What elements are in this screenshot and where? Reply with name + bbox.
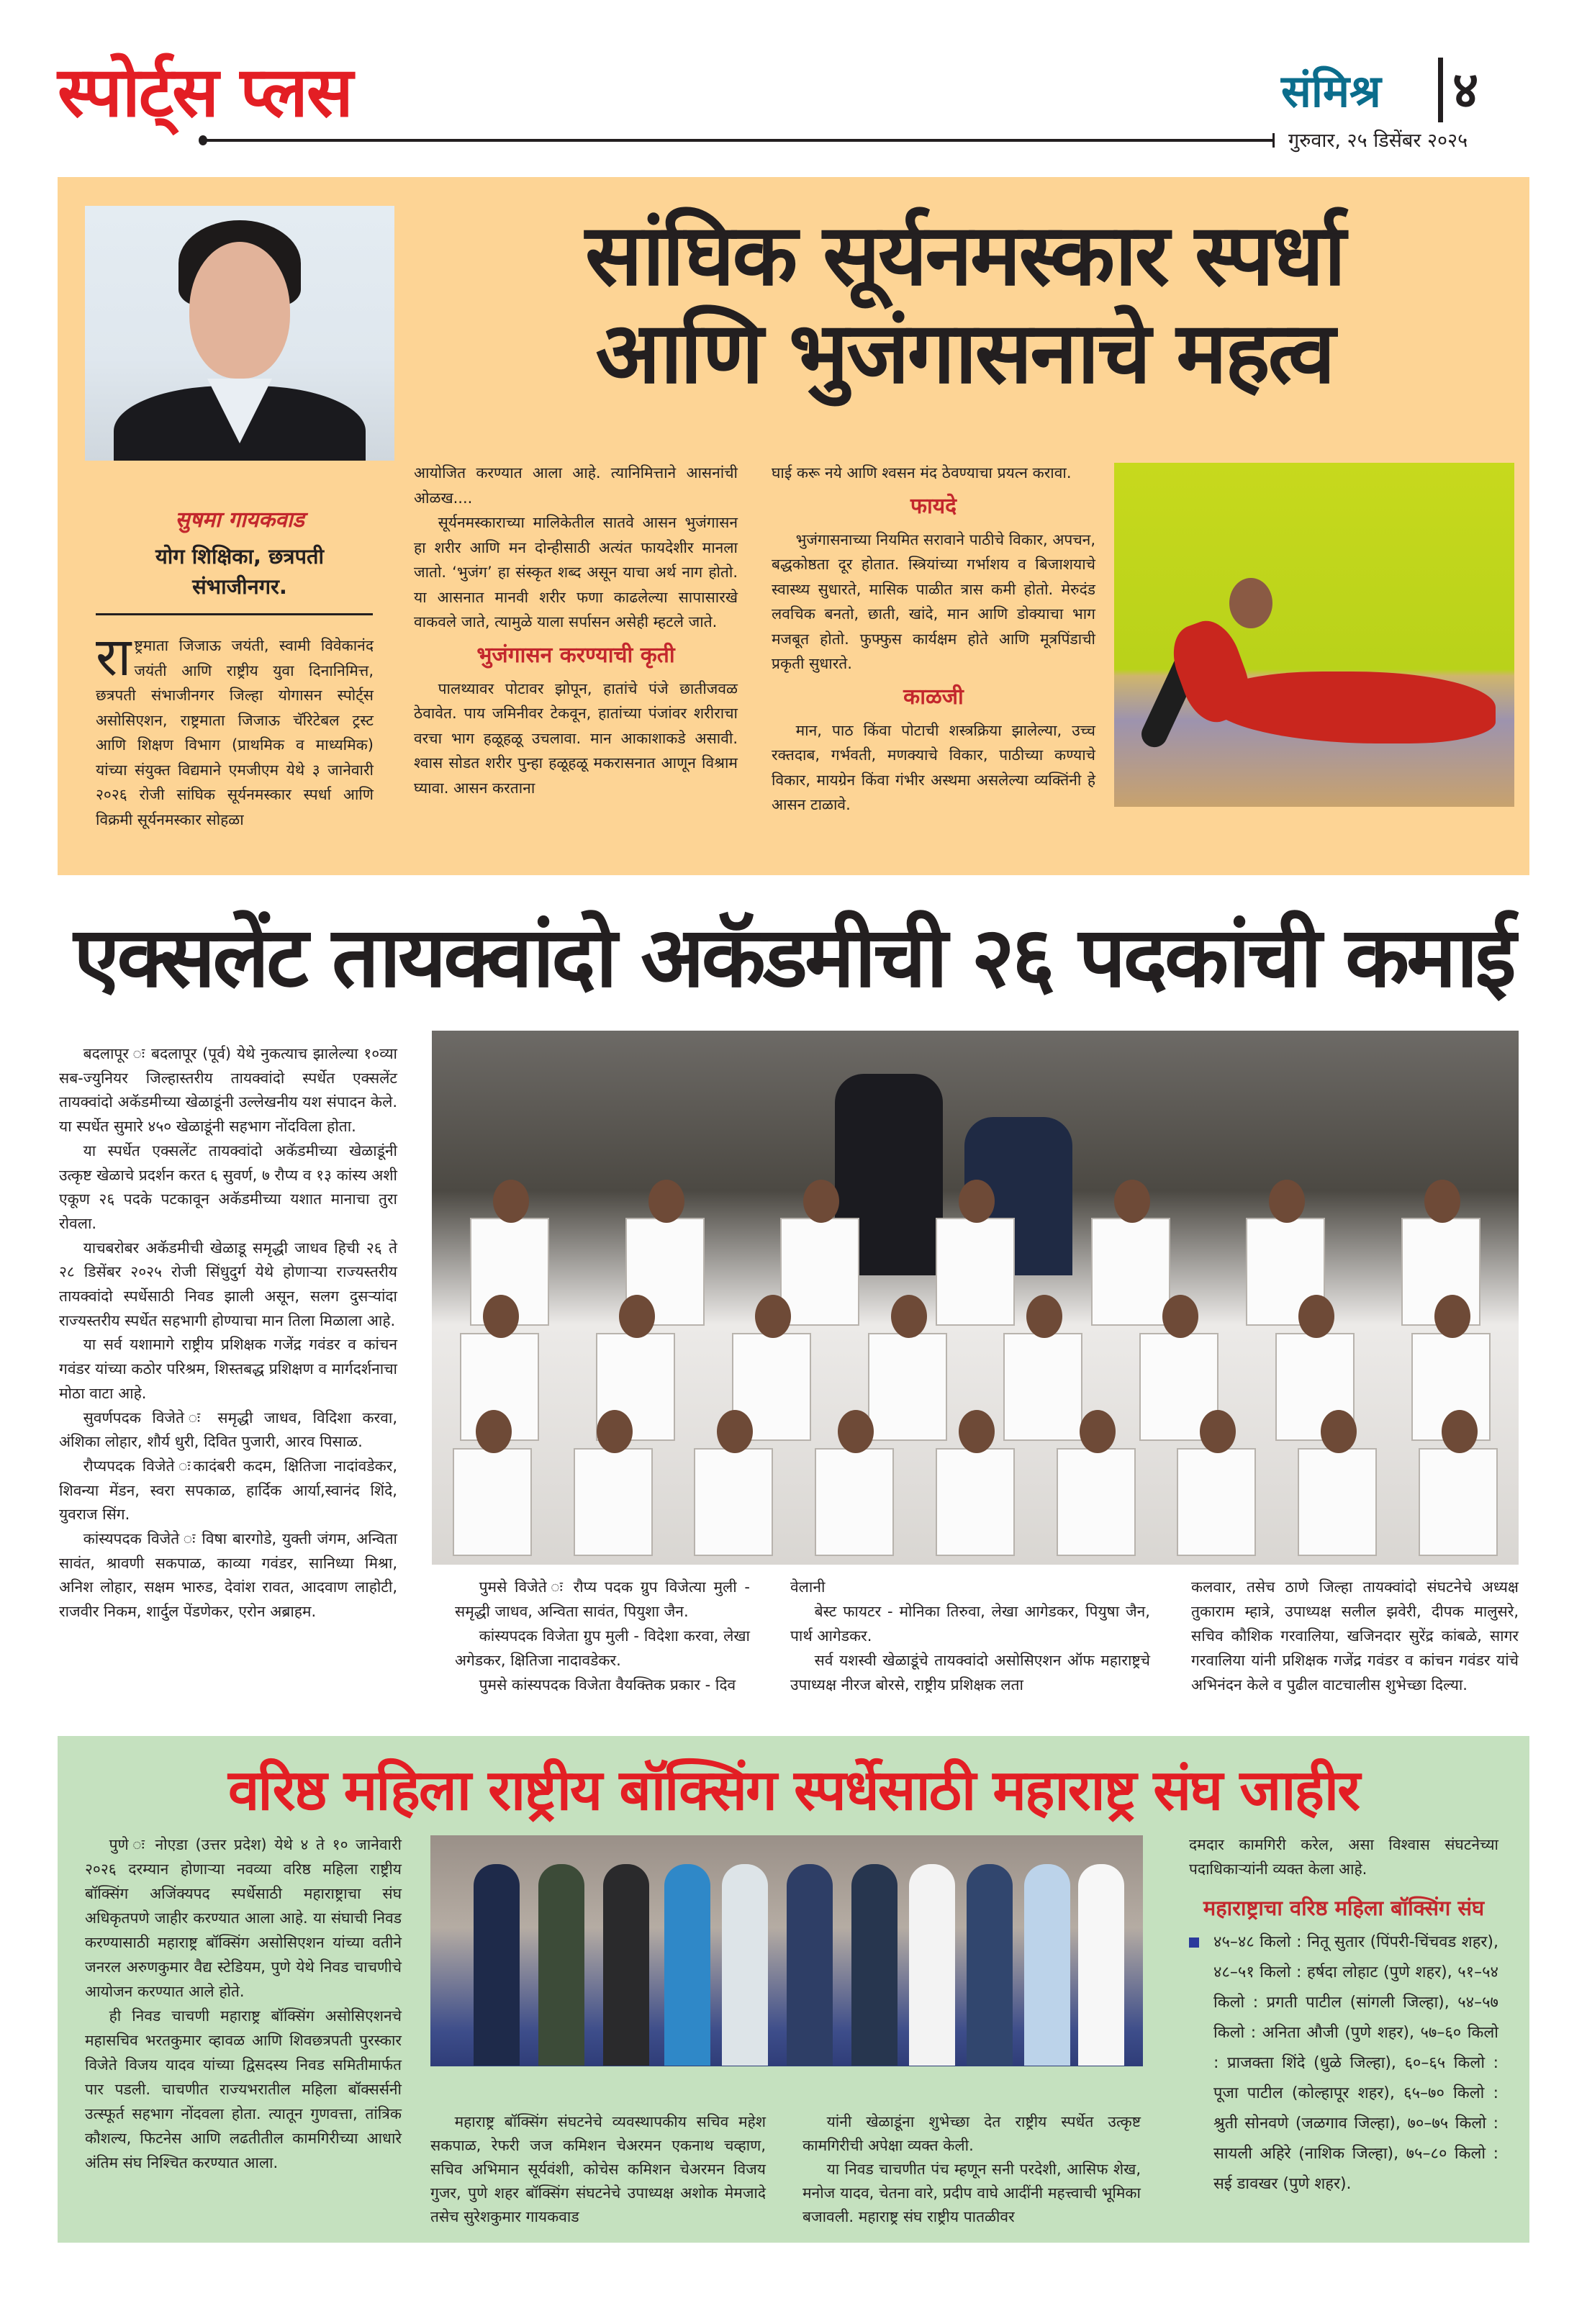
photo-person bbox=[664, 1864, 710, 2066]
author-role-line2: संभाजीनगर. bbox=[192, 574, 287, 599]
yoga-paragraph-cont: आयोजित करण्यात आला आहे. त्यानिमित्ताने आसनांची ओळख.... bbox=[414, 464, 738, 507]
team-list bbox=[1189, 1927, 1498, 2199]
tkd-silver-winners: रौप्यपदक विजेते ःकादंबरी कदम, क्षितिजा नादांवडेकर, शिवन्या मेंडन, स्वरा सपकाळ, हार्दिक आर्या,स्वानंद शिंदे, युवराज सिंग. bbox=[59, 1457, 397, 1524]
photo-figure-head bbox=[1229, 578, 1272, 628]
author-portrait bbox=[85, 206, 394, 461]
yoga-headline-line2: आणि भुजंगासनाचे महत्व bbox=[595, 303, 1334, 402]
team-list-text: ४५–४८ किलो : नितू सुतार (पिंपरी-चिंचवड शहर), ४८–५१ किलो : हर्षदा लोहाट (पुणे शहर), ५१–५४ किलो : प्रगती पाटील (सांगली जिल्हा), ५४–५७ किलो : अनिता औजी (पुणे शहर), ५७–६० किलो : प्राजक्ता शिंदे (धुळे जिल्हा), ६०–६५ किलो : पूजा पाटील (कोल्हापूर शहर), ६५–७० किलो : श्रुती सोनवणे (जळगाव जिल्हा), ७०–७५ किलो : सायली अहिरे (नाशिक जिल्हा), ७५–८० किलो : सई डावखर (पुणे शहर). bbox=[1213, 1933, 1498, 2193]
photo-student bbox=[1057, 1448, 1136, 1556]
photo-row-front bbox=[432, 1448, 1519, 1556]
issue-date: गुरुवार, २५ डिसेंबर २०२५ bbox=[1288, 130, 1468, 152]
photo-person bbox=[722, 1864, 768, 2066]
author-role-line1: योग शिक्षिका, छत्रपती bbox=[155, 544, 325, 569]
taekwondo-group-photo bbox=[432, 1031, 1519, 1565]
photo-person bbox=[1024, 1864, 1070, 2066]
boxing-column-3 bbox=[802, 2110, 1141, 2229]
subhead-benefits: फायदे bbox=[910, 493, 957, 519]
taekwondo-column-2 bbox=[455, 1575, 750, 1697]
photo-person bbox=[603, 1864, 649, 2066]
photo-person bbox=[967, 1864, 1013, 2066]
team-list-title: महाराष्ट्राचा वरिष्ठ महिला बॉक्सिंग संघ bbox=[1203, 1896, 1485, 1920]
boxing-paragraph-1: पुणे ः नोएडा (उत्तर प्रदेश) येथे ४ ते १० जानेवारी २०२६ दरम्यान होणाऱ्या नवव्या वरिष्ठ महिला राष्ट्रीय बॉक्सिंग अजिंक्यपद स्पर्धेसाठी महाराष्ट्राचा संघ अधिकृतपणे जाहीर करण्यात आला आहे. या संघाची निवड करण्यासाठी महाराष्ट्र बॉक्सिंग असोसिएशन यांच्या वतीने जनरल अरुणकुमार वैद्य स्टेडियम, पुणे येथे निवड चाचणीचे आयोजन करण्यात आले होते. bbox=[85, 1836, 402, 2000]
photo-student bbox=[1003, 1333, 1082, 1441]
photo-student bbox=[1177, 1448, 1256, 1556]
boxing-headline: वरिष्ठ महिला राष्ट्रीय बॉक्सिंग स्पर्धेसाठी महाराष्ट्र संघ जाहीर bbox=[228, 1758, 1359, 1823]
author-divider bbox=[96, 613, 373, 615]
boxing-column-2 bbox=[430, 2110, 766, 2229]
tkd-poomsae-silver: पुमसे विजेते ः रौप्य पदक ग्रुप विजेत्या मुली - समृद्धी जाधव, अन्विता सावंत, पियुशा जैन. bbox=[455, 1578, 750, 1620]
section-name: संमिश्र bbox=[1281, 65, 1381, 117]
photo-person bbox=[787, 1864, 833, 2066]
boxing-team-photo bbox=[430, 1835, 1143, 2066]
taekwondo-column-1 bbox=[59, 1042, 397, 1624]
photo-figure-legs bbox=[1208, 672, 1496, 743]
photo-student bbox=[936, 1218, 1015, 1326]
tkd-bronze-group: कांस्यपदक विजेता ग्रुप मुली - विदेशा करवा, लेखा अगेडकर, क्षितिजा नादावडेकर. bbox=[455, 1627, 750, 1669]
yoga-paragraph-intro bbox=[96, 626, 374, 832]
photo-student bbox=[936, 1448, 1015, 1556]
yoga-paragraph-method: पालथ्यावर पोटावर झोपून, हातांचे पंजे छातीजवळ ठेवावेत. पाय जमिनीवर टेकवून, हातांच्या पंजांवर शरीराचा वरचा भाग हळूहळू उचलावा. मान आकाशाकडे असावी. श्वास सोडत शरीर पुन्हा हळूहळू मकरासनात आणून विश्राम घ्यावा. आसन करताना bbox=[414, 679, 738, 797]
tkd-poomsae-bronze: पुमसे कांस्यपदक विजेता वैयक्तिक प्रकार - दिव bbox=[479, 1676, 736, 1694]
yoga-headline bbox=[425, 206, 1504, 402]
tkd-paragraph-2: या स्पर्धेत एक्सलेंट तायक्वांदो अकॅडमीच्या खेळाडूंनी उत्कृष्ट खेळाचे प्रदर्शन करत ६ सुवर्ण, ७ रौप्य व १३ कांस्य अशी एकूण २६ पदके पटकावून अकॅडमीच्या यशात मानाचा तुरा रोवला. bbox=[59, 1141, 397, 1232]
photo-person bbox=[909, 1864, 955, 2066]
photo-person bbox=[1078, 1864, 1124, 2066]
photo-student bbox=[868, 1333, 947, 1441]
taekwondo-headline: एक्सलेंट तायक्वांदो अकॅडमीची २६ पदकांची कमाई bbox=[73, 909, 1514, 1006]
yoga-paragraph-method-cont: घाई करू नये आणि श्वसन मंद ठेवण्याचा प्रयत्न करावा. bbox=[772, 464, 1072, 481]
boxing-confidence: दमदार कामगिरी करेल, असा विश्वास संघटनेच्या पदाधिकाऱ्यांनी व्यक्त केला आहे. bbox=[1189, 1836, 1498, 1878]
photo-student bbox=[1091, 1218, 1170, 1326]
photo-student bbox=[694, 1448, 773, 1556]
yoga-column-3 bbox=[772, 461, 1095, 818]
subhead-method: भुजंगासन करण्याची कृती bbox=[476, 642, 675, 668]
photo-person bbox=[538, 1864, 584, 2066]
drop-cap: रा bbox=[96, 626, 132, 688]
yoga-headline-line1: सांघिक सूर्यनमस्कार स्पर्धा bbox=[584, 205, 1344, 304]
photo-student bbox=[453, 1448, 532, 1556]
tkd-gold-winners: सुवर्णपदक विजेते ः समृद्धी जाधव, विदिशा करवा, अंशिका लोहार, शौर्य धुरी, दिवित पुजारी, आरव पिसाळ. bbox=[59, 1409, 397, 1451]
yoga-paragraph-benefits: भुजंगासनाच्या नियमित सरावाने पाठीचे विकार, अपचन, बद्धकोष्ठता दूर होतात. स्त्रियांच्या गर्भाशय व बिजाशयाचे स्वास्थ्य सुधारते, मासिक पाळीत त्रास कमी होतो. मेरुदंड लवचिक बनतो, छाती, खांदे, मान आणि डोक्याचा भाग मजबूत होतो. फुफ्फुस कार्यक्षम होते आणि मूत्रपिंडाची प्रकृती सुधारते. bbox=[772, 530, 1095, 672]
photo-student bbox=[815, 1448, 894, 1556]
photo-student bbox=[1298, 1448, 1377, 1556]
author-role bbox=[85, 541, 394, 602]
photo-row-back bbox=[432, 1218, 1519, 1326]
yoga-paragraph-caution: मान, पाठ किंवा पोटाची शस्त्रक्रिया झालेल्या, उच्च रक्तदाब, गर्भवती, मणक्याचे विकार, पाठीच्या कण्याचे विकार, मायग्रेन किंवा गंभीर अस्थमा असलेल्या व्यक्तिंनी हे आसन टाळावे. bbox=[772, 721, 1095, 813]
tkd-paragraph-1: बदलापूर ः बदलापूर (पूर्व) येथे नुकत्याच झालेल्या १०व्या सब-ज्युनियर जिल्हास्तरीय तायक्वांदो स्पर्धेत एक्सलेंट तायक्वांदो अकॅडमीच्या खेळाडूंनी उल्लेखनीय यश संपादन केले. या स्पर्धेत सुमारे ४५० खेळाडूंनी सहभाग नोंदविला होता. bbox=[59, 1045, 397, 1136]
taekwondo-column-4 bbox=[1191, 1575, 1519, 1697]
tkd-congrats: सर्व यशस्वी खेळाडूंचे तायक्वांदो असोसिएशन ऑफ महाराष्ट्रचे उपाध्यक्ष नीरज बोरसे, राष्ट्रीय प्रशिक्षक लता bbox=[790, 1652, 1150, 1694]
boxing-wishes: यांनी खेळाडूंना शुभेच्छा देत राष्ट्रीय स्पर्धेत उत्कृष्ट कामगिरीची अपेक्षा व्यक्त केली. bbox=[802, 2113, 1141, 2154]
photo-student bbox=[780, 1218, 859, 1326]
tkd-best-fighter: बेस्ट फायटर - मोनिका तिरुवा, लेखा आगेडकर, पियुषा जैन, पार्थ आगेडकर. bbox=[790, 1603, 1150, 1645]
masthead-title: स्पोर्ट्स प्लस bbox=[58, 52, 352, 132]
tkd-paragraph-3: याचबरोबर अकॅडमीची खेळाडू समृद्धी जाधव हिची २६ ते २८ डिसेंबर २०२५ रोजी सिंधुदुर्ग येथे होणाऱ्या राज्यस्तरीय तायक्वांदो स्पर्धेसाठी निवड झाली असून, सलग दुसऱ्यांदा राज्यस्तरीय स्पर्धेत सहभागी होण्याचा मान तिला मिळाला आहे. bbox=[59, 1239, 397, 1329]
portrait-face bbox=[189, 242, 290, 379]
boxing-officials: महाराष्ट्र बॉक्सिंग संघटनेचे व्यवस्थापकीय सचिव महेश सकपाळ, रेफरी जज कमिशन चेअरमन एकनाथ चव्हाण, सचिव अभिमान सूर्यवंशी, कोचेस कमिशन चेअरमन विजय गुजर, पुणे शहर बॉक्सिंग संघटनेचे उपाध्यक्ष अशोक मेमजादे तसेच सुरेशकुमार गायकवाड bbox=[430, 2113, 766, 2225]
boxing-column-1 bbox=[85, 1832, 402, 2175]
yoga-intro-text: ष्ट्रमाता जिजाऊ जयंती, स्वामी विवेकानंद जयंती आणि राष्ट्रीय युवा दिनानिमित्त, छत्रपती संभाजीनगर जिल्हा योगासन स्पोर्ट्स असोसिएशन, राष्ट्रमाता जिजाऊ चॅरिटेबल ट्रस्ट आणि शिक्षण विभाग (प्राथमिक व माध्यमिक) यांच्या संयुक्त विद्यमाने एमजीएम येथे ३ जानेवारी २०२६ रोजी सांघिक सूर्यनमस्कार स्पर्धा आणि विक्रमी सूर्यनमस्कार सोहळा bbox=[96, 637, 374, 828]
masthead-rule-end bbox=[1272, 133, 1275, 148]
tkd-congrats-cont: कलवार, तसेच ठाणे जिल्हा तायक्वांदो संघटनेचे अध्यक्ष तुकाराम म्हात्रे, उपाध्यक्ष सलील झवेरी, दीपक मालुसरे, सचिव कौशिक गरवालिया, खजिनदार सुरेंद्र कांबळे, सागर गरवालिया यांनी प्रशिक्षक गजेंद्र गवंडर व कांचन गवंडर यांचे अभिनंदन केले व पुढील वाटचालीस शुभेच्छा दिल्या. bbox=[1191, 1578, 1519, 1694]
masthead-rule bbox=[202, 139, 1274, 142]
bhujangasana-photo bbox=[1114, 463, 1514, 807]
boxing-column-4 bbox=[1189, 1832, 1498, 2199]
page-number: ४ bbox=[1452, 60, 1479, 119]
section-separator bbox=[1438, 58, 1443, 122]
tkd-paragraph-4: या सर्व यशामागे राष्ट्रीय प्रशिक्षक गजेंद्र गवंडर व कांचन गवंडर यांच्या कठोर परिश्रम, शिस्तबद्ध प्रशिक्षण व मार्गदर्शनाचा मोठा वाटा आहे. bbox=[59, 1336, 397, 1402]
author-name: सुषमा गायकवाड bbox=[175, 507, 304, 533]
photo-person bbox=[474, 1864, 520, 2066]
yoga-column-2 bbox=[414, 461, 738, 800]
yoga-column-1 bbox=[96, 626, 374, 832]
subhead-caution: काळजी bbox=[903, 684, 964, 710]
photo-student bbox=[574, 1448, 653, 1556]
bullet-square-icon bbox=[1189, 1938, 1199, 1948]
boxing-paragraph-2: ही निवड चाचणी महाराष्ट्र बॉक्सिंग असोसिएशनचे महासचिव भरतकुमार व्हावळ आणि शिवछत्रपती पुरस्कार विजेते विजय यादव यांच्या द्विसदस्य निवड समितीमार्फत पार पडली. चाचणीत राज्यभरातील महिला बॉक्सर्सनी उत्स्फूर्त सहभाग नोंदवला होता. त्यातून गुणवत्ता, तांत्रिक कौशल्य, फिटनेस आणि लढतीतील कामगिरीच्या आधारे अंतिम संघ निश्चित करण्यात आला. bbox=[85, 2007, 402, 2171]
photo-person bbox=[851, 1864, 898, 2066]
tkd-poomsae-bronze-cont: वेलानी bbox=[790, 1578, 826, 1596]
boxing-referees: या निवड चाचणीत पंच म्हणून सनी परदेशी, आसिफ शेख, मनोज यादव, चेतना वारे, प्रदीप वाघे आदींनी महत्त्वाची भूमिका बजावली. महाराष्ट्र संघ राष्ट्रीय पातळीवर bbox=[802, 2161, 1141, 2225]
yoga-paragraph-bhujang: सूर्यनमस्काराच्या मालिकेतील सातवे आसन भुजंगासन हा शरीर आणि मन दोन्हीसाठी अत्यंत फायदेशीर मानला जातो. ‘भुजंग’ हा संस्कृत शब्द असून याचा अर्थ नाग होतो. या आसनात मानवी शरीर फणा काढलेल्या सापासारखे वाकवले जाते, त्यामुळे याला सर्पासन असेही म्हटले जाते. bbox=[414, 514, 738, 630]
photo-student bbox=[1419, 1448, 1498, 1556]
taekwondo-column-3 bbox=[790, 1575, 1150, 1697]
tkd-bronze-winners: कांस्यपदक विजेते ः विषा बारगोडे, युक्ती जंगम, अन्विता सावंत, श्रावणी सकपाळ, काव्या गवंडर, सानिध्या मिश्रा, अनिश लोहार, सक्षम भारुड, देवांश रावत, आदवाण लाहोटी, राजवीर निकम, शार्दुल पेंडणेकर, एरोन अब्राहम. bbox=[59, 1530, 397, 1621]
